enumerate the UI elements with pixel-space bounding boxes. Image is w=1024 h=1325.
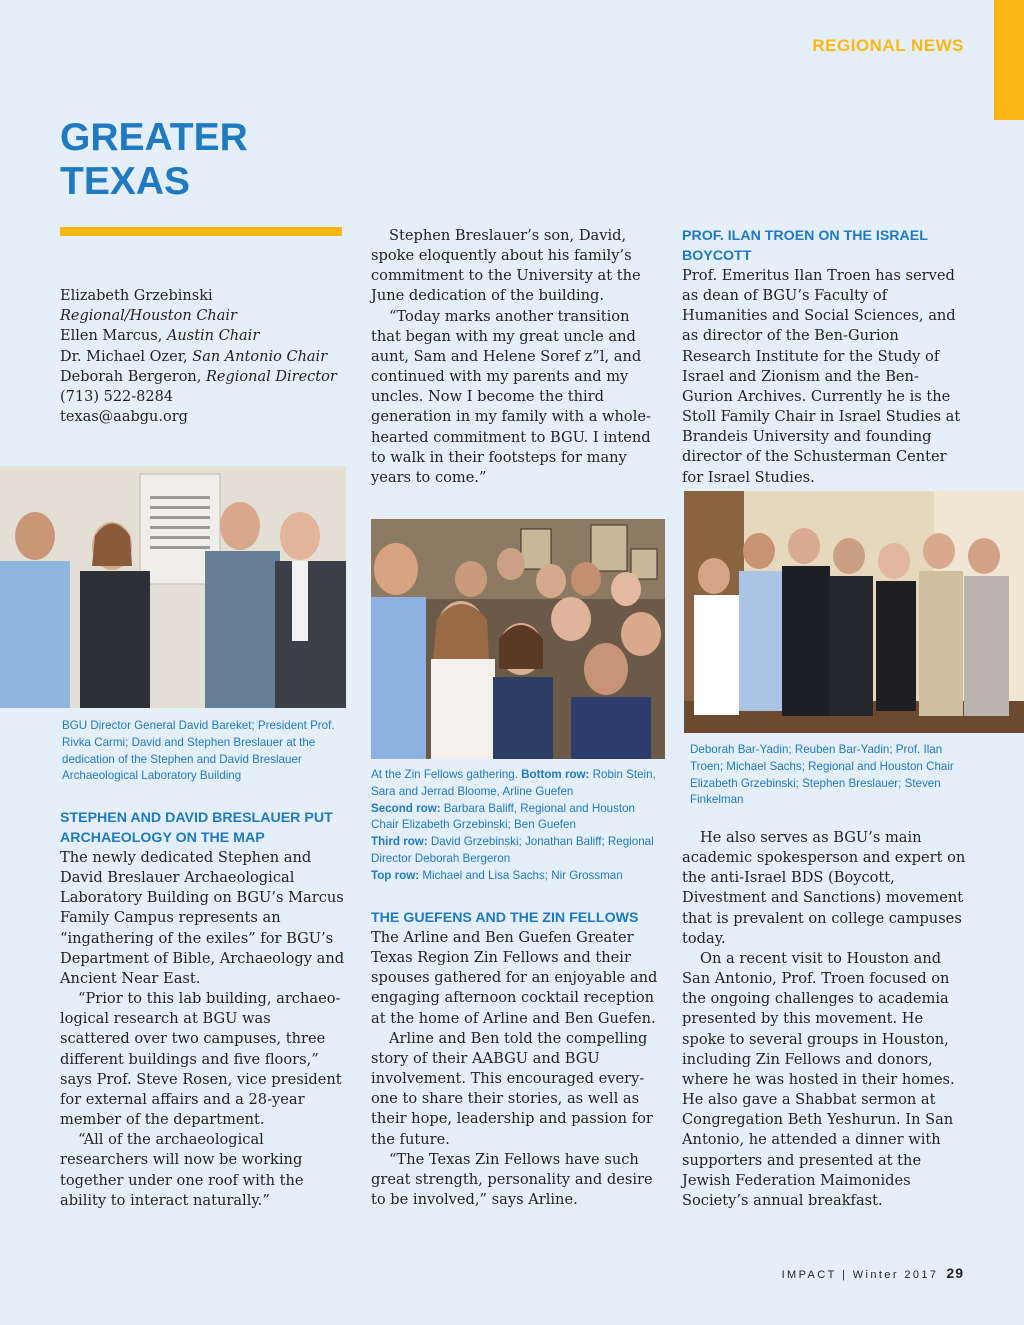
contact-name: Dr. Michael Ozer, bbox=[60, 348, 193, 365]
paragraph: Stephen Breslauer’s son, David, spoke eloquently about his family’s commitment to the University at the June dedication of the building. bbox=[371, 227, 641, 305]
page-title bbox=[60, 116, 248, 204]
contact-line bbox=[60, 347, 350, 367]
contact-line bbox=[60, 367, 350, 387]
paragraph: He also serves as BGU’s main academic spokesperson and expert on the anti-Israel BDS (Boycott, Divestment and Sanctions) movement that is prevalent on college campuses today. bbox=[682, 829, 966, 947]
troen-article-top bbox=[682, 226, 967, 488]
breslauer-heading: STEPHEN AND DAVID BRESLAUER PUT ARCHAEOLOGY ON THE MAP bbox=[60, 810, 333, 846]
troen-heading: PROF. ILAN TROEN ON THE ISRAEL BOYCOTT bbox=[682, 228, 928, 264]
contact-role: San Antonio Chair bbox=[192, 348, 328, 365]
caption-row-label: Second row: bbox=[371, 801, 444, 815]
paragraph: The newly dedicated Stephen and David Breslauer Archaeological Laboratory Building on BGU’s Marcus Family Campus represents an “ingathering of the exiles” for BGU’s Department of Bible, Archaeology and Ancient Near East. bbox=[60, 849, 345, 987]
caption-intro: At the Zin Fellows gathering. bbox=[371, 768, 522, 781]
photo-troen-visit bbox=[684, 491, 1024, 733]
photo-dedication bbox=[0, 466, 346, 708]
paragraph: The Arline and Ben Guefen Greater Texas Region Zin Fellows and their spouses gathered for an enjoyable and engaging afternoon cocktail reception at the home of Arline and Ben Guefen. bbox=[371, 929, 658, 1027]
section-label: REGIONAL NEWS bbox=[812, 36, 964, 55]
photo-zin-fellows bbox=[371, 519, 665, 759]
photo-troen-visit-image bbox=[684, 491, 1024, 733]
paragraph: “Prior to this lab building, archaeo-logical research at BGU was scattered over two campuses, three different buildings and five floors,” says Prof. Steve Rosen, vice president for external affairs and a 28-year member of the department. bbox=[60, 990, 342, 1129]
photo-troen-caption: Deborah Bar-Yadin; Reuben Bar-Yadin; Prof. Ilan Troen; Michael Sachs; Regional and Houston Chair Elizabeth Grzebinski; Stephen Breslauer; Steven Finkelman bbox=[690, 743, 954, 807]
contact-list bbox=[60, 286, 350, 427]
gold-corner-tab bbox=[994, 0, 1024, 120]
contact-role: Regional/Houston Chair bbox=[60, 308, 237, 325]
breslauer-article bbox=[60, 808, 345, 1211]
photo-zin-caption bbox=[371, 767, 661, 885]
caption-row-names: Robin Stein, Sara and Jerrad Bloome, Arline Guefen bbox=[371, 768, 656, 798]
contact-line bbox=[60, 326, 350, 346]
caption-row-names: Michael and Lisa Sachs; Nir Grossman bbox=[422, 868, 623, 882]
guefens-article bbox=[371, 908, 661, 1210]
page-title-line-1: GREATER bbox=[60, 116, 248, 159]
photo-dedication-caption: BGU Director General David Bareket; President Prof. Rivka Carmi; David and Stephen Breslauer at the dedication of the Stephen and David Breslauer Archaeological Laboratory Building bbox=[62, 719, 335, 783]
caption-row-label: Bottom row: bbox=[521, 768, 593, 781]
photo-zin-fellows-image bbox=[371, 519, 665, 759]
paragraph: Arline and Ben told the compelling story of their AABGU and BGU involvement. This encouraged every-one to share their stories, as well as their hope, leadership and passion for the future. bbox=[371, 1029, 653, 1148]
caption-row-names: Barbara Baliff, Regional and Houston Chair Elizabeth Grzebinski; Ben Guefen bbox=[371, 801, 636, 832]
page-footer bbox=[782, 1265, 964, 1281]
contact-line bbox=[60, 286, 350, 306]
caption-row-names: David Grzebinski; Jonathan Baliff; Regional Director Deborah Bergeron bbox=[371, 835, 654, 865]
contact-line bbox=[60, 306, 350, 326]
contact-name: Ellen Marcus, bbox=[60, 328, 167, 345]
guefens-heading: THE GUEFENS AND THE ZIN FELLOWS bbox=[371, 910, 639, 926]
paragraph: “Today marks another transition that began with my great uncle and aunt, Sam and Helene Soref z”l, and continued with my parents and my uncles. Now I become the third generation in my family with a whole-hearted commitment to BGU. I intend to walk in their footsteps for many years to come.” bbox=[371, 307, 651, 486]
breslauer-continued bbox=[371, 226, 661, 488]
contact-role: Austin Chair bbox=[166, 328, 260, 345]
caption-row-label: Top row: bbox=[371, 868, 423, 882]
paragraph: Prof. Emeritus Ilan Troen has served as dean of BGU’s Faculty of Humanities and Social Sciences, and as director of the Ben-Gurion Research Institute for the Study of Israel and Zionism and the Ben-Gurion Archives. Currently he is the Stoll Family Chair in Israel Studies at Brandeis University and founding director of the Schusterman Center for Israel Studies. bbox=[682, 267, 961, 486]
contact-role: Regional Director bbox=[206, 368, 337, 385]
contact-email[interactable]: texas@aabgu.org bbox=[60, 409, 188, 426]
title-rule bbox=[60, 227, 342, 236]
page-title-line-2: TEXAS bbox=[60, 160, 191, 203]
troen-article-continued bbox=[682, 828, 970, 1211]
photo-dedication-image bbox=[0, 466, 346, 708]
caption-row-label: Third row: bbox=[371, 835, 431, 849]
paragraph: “All of the archaeological researchers will now be working together under one roof with the ability to interact naturally.” bbox=[60, 1131, 304, 1209]
contact-name: Elizabeth Grzebinski bbox=[60, 288, 213, 304]
page-number: 29 bbox=[946, 1265, 964, 1281]
contact-name: Deborah Bergeron, bbox=[60, 368, 206, 385]
contact-phone: (713) 522-8284 bbox=[60, 389, 174, 406]
paragraph: On a recent visit to Houston and San Antonio, Prof. Troen focused on the ongoing challenges to academia presented by this movement. He spoke to several groups in Houston, including Zin Fellows and donors, where he was hosted in their homes. He also gave a Shabbat sermon at Congregation Beth Yeshurun. In San Antonio, he attended a dinner with supporters and presented at the Jewish Federation Maimonides Society’s annual breakfast. bbox=[682, 949, 955, 1209]
paragraph: “The Texas Zin Fellows have such great strength, personality and desire to be involved,” says Arline. bbox=[371, 1150, 653, 1209]
publication-name: IMPACT | Winter 2017 bbox=[781, 1269, 939, 1281]
